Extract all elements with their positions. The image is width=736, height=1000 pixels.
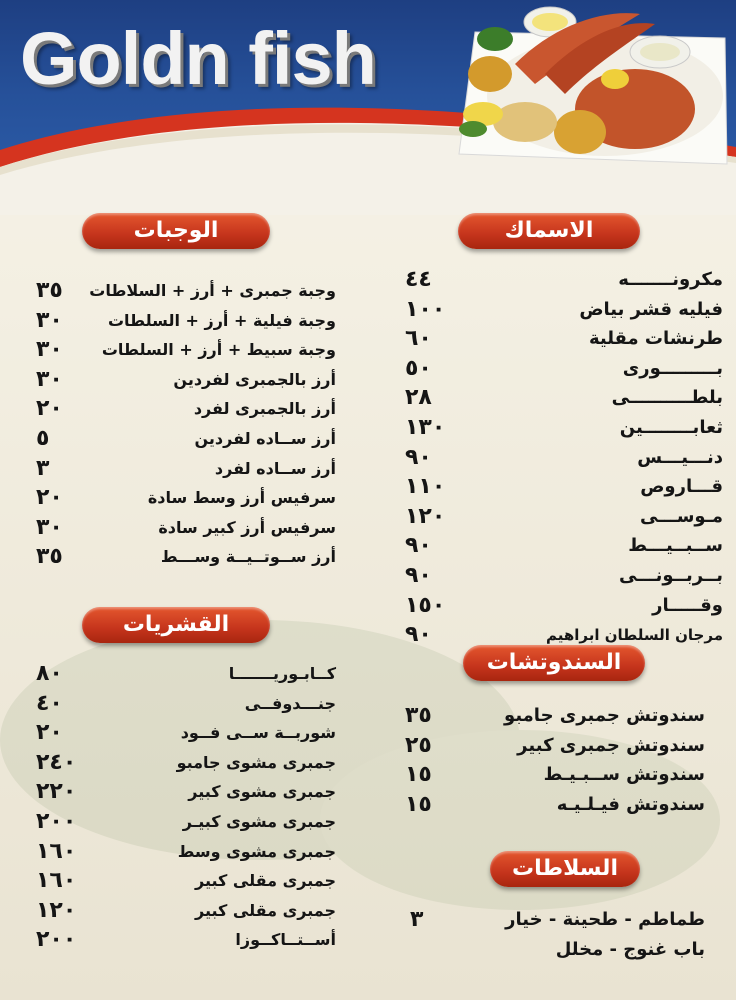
item-price: ٢٥ — [405, 732, 432, 758]
menu-item — [410, 906, 705, 936]
meals-list — [36, 277, 336, 573]
item-name: ثعابــــــــين — [619, 416, 723, 438]
section-title-shellfish: القشريات — [82, 607, 270, 643]
item-name: مكرونـــــــه — [618, 269, 723, 290]
menu-item — [36, 543, 336, 573]
item-name: أســتــاكــوزا — [235, 930, 336, 950]
item-price: ٩٠ — [405, 533, 432, 559]
item-price: ٢٠٠ — [36, 808, 77, 834]
item-name: سندوتش جمبرى جامبو — [504, 705, 705, 726]
shellfish-list — [36, 660, 336, 956]
item-name: مـوســـى — [640, 505, 723, 527]
item-price: ٢٠ — [36, 396, 63, 422]
menu-item — [36, 455, 336, 485]
item-price: ١٥ — [405, 791, 432, 817]
item-price: ٣٠ — [36, 514, 63, 540]
item-name: باب غنوج - مخلل — [555, 938, 705, 960]
item-price: ٨٠ — [36, 661, 63, 686]
menu-item — [405, 325, 723, 355]
menu-item — [405, 444, 723, 474]
item-price: ١٠٠ — [405, 296, 446, 322]
item-price: ١٦٠ — [36, 868, 77, 894]
item-price: ١٥٠ — [405, 592, 446, 618]
item-price: ٩٠ — [405, 622, 432, 648]
item-name: بلطــــــــــى — [611, 387, 723, 409]
menu-item — [405, 532, 723, 562]
menu-item — [36, 749, 336, 779]
menu-item — [405, 732, 705, 762]
item-price: ٣٠ — [36, 366, 63, 392]
item-price: ٣٥ — [405, 703, 432, 728]
item-name: سرفيس أرز كبير سادة — [158, 517, 336, 537]
item-price: ٢٠ — [36, 485, 63, 511]
item-name: فيليه قشر بياض — [579, 298, 723, 320]
menu-item — [405, 355, 723, 385]
menu-item — [36, 926, 336, 956]
item-price: ١١٠ — [405, 474, 446, 500]
item-name: بــربــونـــى — [618, 564, 723, 586]
item-price: ٣٠ — [36, 307, 63, 333]
item-name: وجبة فيلية + أرز + السلطات — [107, 310, 336, 330]
item-name: وقـــــار — [652, 594, 723, 616]
item-name: جمبرى مشوى وسط — [177, 841, 336, 861]
item-name: سندوتش جمبرى كبير — [517, 734, 705, 756]
menu-item — [405, 473, 723, 503]
item-price: ٢٢٠ — [36, 779, 77, 805]
menu-item — [36, 778, 336, 808]
item-price: ٣ — [36, 455, 50, 481]
section-title-meals: الوجبات — [82, 213, 270, 249]
item-price: ٤٤ — [405, 267, 432, 292]
item-price: ٢٤٠ — [36, 749, 77, 775]
item-name: جمبرى مشوى كبيـر — [182, 811, 336, 831]
item-name: سندوتش فيـلـيـه — [556, 793, 705, 815]
item-name: وجبة جمبرى + أرز + السلاطات — [89, 281, 336, 300]
item-name: ســبــيـــط — [628, 535, 723, 557]
menu-item — [405, 761, 705, 791]
item-name: أرز ســاده لفرد — [214, 458, 336, 478]
item-name: شوربــة ســى فــود — [180, 723, 336, 743]
sandwiches-list — [405, 702, 705, 820]
item-price: ٩٠ — [405, 562, 432, 588]
section-title-sandwiches: السندوتشات — [463, 645, 645, 681]
item-name: سرفيس أرز وسط سادة — [147, 488, 336, 508]
menu-item — [405, 414, 723, 444]
menu-item — [36, 660, 336, 690]
item-price: ٩٠ — [405, 444, 432, 470]
item-price: ١٣٠ — [405, 414, 446, 440]
item-price: ٣٥ — [36, 544, 63, 570]
menu-item — [405, 503, 723, 533]
item-name: أرز بالجمبرى لفردين — [173, 369, 336, 389]
menu-item — [36, 514, 336, 544]
item-price: ١٢٠ — [405, 503, 446, 529]
item-price: ٣٠ — [36, 337, 63, 363]
item-price: ٢٠٠ — [36, 927, 77, 953]
item-name: جنـــدوفــى — [244, 693, 336, 713]
item-name: طماطم - طحينة - خيار — [505, 909, 705, 930]
menu-item — [36, 307, 336, 337]
menu-item — [36, 867, 336, 897]
fish-list — [405, 266, 723, 651]
menu-item — [36, 425, 336, 455]
item-name: جمبرى مشوى كبير — [188, 782, 336, 802]
menu-item — [410, 936, 705, 966]
menu-item — [36, 336, 336, 366]
item-price: ١٢٠ — [36, 897, 77, 923]
item-price: ٥٠ — [405, 355, 432, 381]
item-name: بـــــــــورى — [622, 357, 723, 379]
seafood-plate-image — [455, 4, 733, 169]
item-price: ٢٠ — [36, 720, 63, 746]
item-name: طرنشات مقلية — [588, 328, 723, 350]
item-name: جمبرى مقلى كبير — [194, 900, 336, 920]
item-name: مرجان السلطان ابراهيم — [545, 626, 723, 645]
menu-item — [405, 702, 705, 732]
item-price: ٢٨ — [405, 385, 432, 411]
item-name: جمبرى مشوى جامبو — [176, 752, 336, 772]
item-name: جمبرى مقلى كبير — [194, 871, 336, 891]
item-name: أرز بالجمبرى لفرد — [193, 399, 336, 419]
menu-item — [36, 366, 336, 396]
item-name: أرز ســوتــيــة وســـط — [160, 547, 336, 567]
menu-item — [36, 838, 336, 868]
item-price: ٣٥ — [36, 278, 63, 303]
menu-item — [36, 277, 336, 307]
menu-item — [36, 897, 336, 927]
item-price: ١٦٠ — [36, 838, 77, 864]
item-price: ٤٠ — [36, 690, 63, 716]
menu-item — [405, 592, 723, 622]
menu-item — [405, 266, 723, 296]
item-price: ٣ — [410, 907, 424, 932]
menu-item — [405, 791, 705, 821]
menu-item — [36, 808, 336, 838]
menu-item — [36, 719, 336, 749]
menu-item — [36, 395, 336, 425]
menu-item — [405, 562, 723, 592]
brand-logo: Goldn fish — [20, 17, 376, 100]
menu-item — [36, 690, 336, 720]
salads-list — [410, 906, 705, 965]
item-name: أرز ســاده لفردين — [194, 428, 336, 448]
item-price: ٦٠ — [405, 326, 432, 352]
item-name: سندوتش ســبـيـط — [543, 764, 705, 786]
section-title-salads: السلاطات — [490, 851, 640, 887]
section-title-fish: الاسماك — [458, 213, 640, 249]
menu-item — [36, 484, 336, 514]
item-name: كــابـوريـــــــا — [228, 664, 336, 683]
item-name: دنـــيـــس — [637, 446, 723, 468]
menu-item — [405, 384, 723, 414]
menu-item — [405, 296, 723, 326]
item-price: ١٥ — [405, 762, 432, 788]
item-name: قـــاروص — [640, 476, 723, 498]
item-price: ٥ — [36, 425, 50, 451]
item-name: وجبة سبيط + أرز + السلطات — [101, 340, 336, 360]
